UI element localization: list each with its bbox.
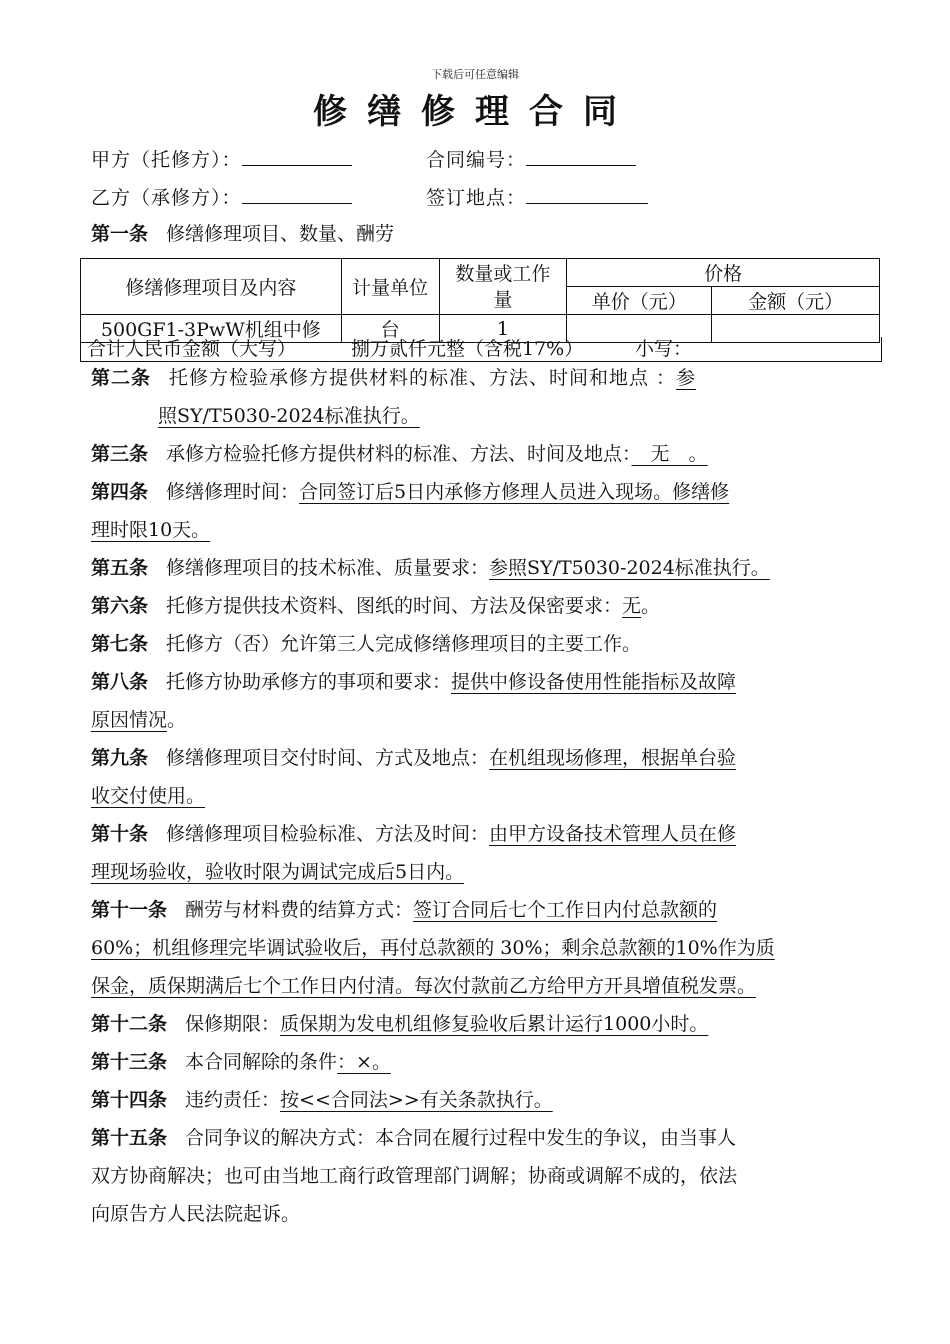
clause-5 [91, 549, 867, 587]
clause-8-value-2: 原因情况 [91, 709, 168, 731]
clause-13-label: 第十三条 [91, 1051, 168, 1073]
clause-13-value: ：×。 [337, 1051, 391, 1073]
header-note: 下载后可任意编辑 [431, 68, 519, 81]
clause-11-label: 第十一条 [91, 899, 168, 921]
clause-11-cont-2 [91, 967, 867, 1005]
header-qty-line2: 量 [493, 288, 513, 311]
clause-5-text: 修缮修理项目的技术标准、质量要求： [166, 557, 490, 579]
clause-7-label: 第七条 [91, 633, 149, 655]
items-table [80, 258, 880, 343]
clause-10-value-2: 理现场验收，验收时限为调试完成后5日内。 [91, 861, 465, 883]
cell-item: 500GF1-3PwW机组中修 [81, 315, 342, 343]
clause-1 [91, 215, 867, 253]
clause-4 [91, 473, 867, 511]
clause-7 [91, 625, 867, 663]
clause-15-cont-1 [91, 1157, 867, 1195]
clause-9-value-2: 收交付使用。 [91, 785, 206, 807]
clause-2-label: 第二条 [91, 367, 152, 389]
clause-6-tail: 。 [641, 595, 661, 617]
clause-14-label: 第十四条 [91, 1089, 168, 1111]
clause-15-label: 第十五条 [91, 1127, 168, 1149]
clause-15-cont-2 [91, 1195, 867, 1233]
clause-2-text: 托修方检验承修方提供材料的标准、方法、时间和地点 ： [169, 367, 677, 389]
contract-no-label: 合同编号： [426, 149, 527, 171]
clause-10-value-1: 由甲方设备技术管理人员在修 [489, 823, 737, 845]
clause-4-value-1: 合同签订后5日内承修方修理人员进入现场。修缮修 [299, 481, 730, 503]
clause-8-label: 第八条 [91, 671, 149, 693]
clause-4-cont [91, 511, 867, 549]
clause-1-label: 第一条 [91, 223, 149, 245]
clause-4-text: 修缮修理时间： [166, 481, 300, 503]
clause-9-value-1: 在机组现场修理，根据单台验 [489, 747, 737, 769]
clause-5-value: 参照SY/T5030-2024标准执行。 [489, 557, 770, 579]
page-title: 修缮修理合同 [313, 92, 637, 132]
clause-6-label: 第六条 [91, 595, 149, 617]
clause-8-cont [91, 701, 867, 739]
contract-no-field[interactable] [526, 145, 636, 166]
clause-1-text: 修缮修理项目、数量、酬劳 [166, 223, 395, 245]
clause-2 [91, 359, 867, 397]
party-b-line [91, 183, 352, 210]
clause-4-value-2: 理时限10天。 [91, 519, 211, 541]
clause-4-label: 第四条 [91, 481, 149, 503]
table-header-row [81, 259, 880, 287]
clause-13 [91, 1043, 867, 1081]
contract-no-line [426, 145, 636, 172]
clause-15-text: 合同争议的解决方式：本合同在履行过程中发生的争议，由当事人 [185, 1127, 737, 1149]
clause-8-text: 托修方协助承修方的事项和要求： [166, 671, 452, 693]
clause-11-value-1: 签订合同后七个工作日内付总款额的 [413, 899, 718, 921]
clause-12-text: 保修期限： [185, 1013, 281, 1035]
clause-15-line-3: 向原告方人民法院起诉。 [91, 1203, 301, 1225]
clause-13-text: 本合同解除的条件 [185, 1051, 338, 1073]
clause-8 [91, 663, 867, 701]
small-label: 小写： [635, 338, 693, 360]
clause-6-text: 托修方提供技术资料、图纸的时间、方法及保密要求： [166, 595, 623, 617]
clause-3-text: 承修方检验托修方提供材料的标准、方法、时间及地点： [166, 443, 632, 465]
clause-3-value: 无 。 [631, 443, 708, 465]
party-b-label: 乙方（承修方）： [91, 187, 242, 209]
sign-place-field[interactable] [526, 183, 648, 204]
sign-place-line [426, 183, 648, 210]
clause-6-value: 无 [622, 595, 642, 617]
cell-qty: 1 [439, 315, 567, 343]
clause-11-value-3: 保金，质保期满后七个工作日内付清。每次付款前乙方给甲方开具增值税发票。 [91, 975, 757, 997]
clause-9-cont [91, 777, 867, 815]
clause-2-value-2: 照SY/T5030-2024标准执行。 [158, 405, 420, 427]
clause-11-text: 酬劳与材料费的结算方式： [185, 899, 414, 921]
header-unit: 计量单位 [341, 259, 439, 315]
clause-8-value-1: 提供中修设备使用性能指标及故障 [451, 671, 737, 693]
clause-15 [91, 1119, 867, 1157]
clause-10 [91, 815, 867, 853]
clause-9-label: 第九条 [91, 747, 149, 769]
clause-12-value: 质保期为发电机组修复验收后累计运行1000小时。 [280, 1013, 709, 1035]
clause-3-label: 第三条 [91, 443, 149, 465]
header-unit-price: 单价（元） [567, 287, 712, 315]
clause-10-cont [91, 853, 867, 891]
clause-11-value-2: 60%；机组修理完毕调试验收后，再付总款额的 30%；剩余总款额的10%作为质 [91, 937, 775, 959]
clause-14 [91, 1081, 867, 1119]
clause-15-line-2: 双方协商解决；也可由当地工商行政管理部门调解；协商或调解不成的，依法 [91, 1165, 738, 1187]
sign-place-label: 签订地点： [426, 187, 527, 209]
party-b-field[interactable] [242, 183, 352, 204]
clause-2-cont [158, 397, 858, 435]
header-qty [439, 259, 567, 315]
header-price: 价格 [567, 259, 880, 287]
party-a-line [91, 145, 352, 172]
clause-2-value-1: 参 [676, 367, 697, 389]
clause-9 [91, 739, 867, 777]
total-label: 合计人民币金额（大写） [87, 338, 297, 360]
clause-12-label: 第十二条 [91, 1013, 168, 1035]
clause-6 [91, 587, 867, 625]
clause-14-text: 违约责任： [185, 1089, 281, 1111]
clause-14-value: 按<<合同法>>有关条款执行。 [280, 1089, 553, 1111]
clause-10-label: 第十条 [91, 823, 149, 845]
header-qty-line1: 数量或工作 [455, 262, 551, 285]
total-value: 捌万贰仟元整（含税17%） [351, 338, 584, 360]
clause-9-text: 修缮修理项目交付时间、方式及地点： [166, 747, 490, 769]
clause-3 [91, 435, 867, 473]
clause-7-text: 托修方（否）允许第三人完成修缮修理项目的主要工作。 [166, 633, 642, 655]
party-a-field[interactable] [242, 145, 352, 166]
clause-11-cont-1 [91, 929, 867, 967]
clause-12 [91, 1005, 867, 1043]
clause-10-text: 修缮修理项目检验标准、方法及时间： [166, 823, 490, 845]
clause-11 [91, 891, 867, 929]
clause-8-tail: 。 [167, 709, 187, 731]
clause-5-label: 第五条 [91, 557, 149, 579]
party-a-label: 甲方（托修方）： [91, 149, 242, 171]
header-item: 修缮修理项目及内容 [81, 259, 342, 315]
cell-unit: 台 [341, 315, 439, 343]
header-amount: 金额（元） [712, 287, 880, 315]
